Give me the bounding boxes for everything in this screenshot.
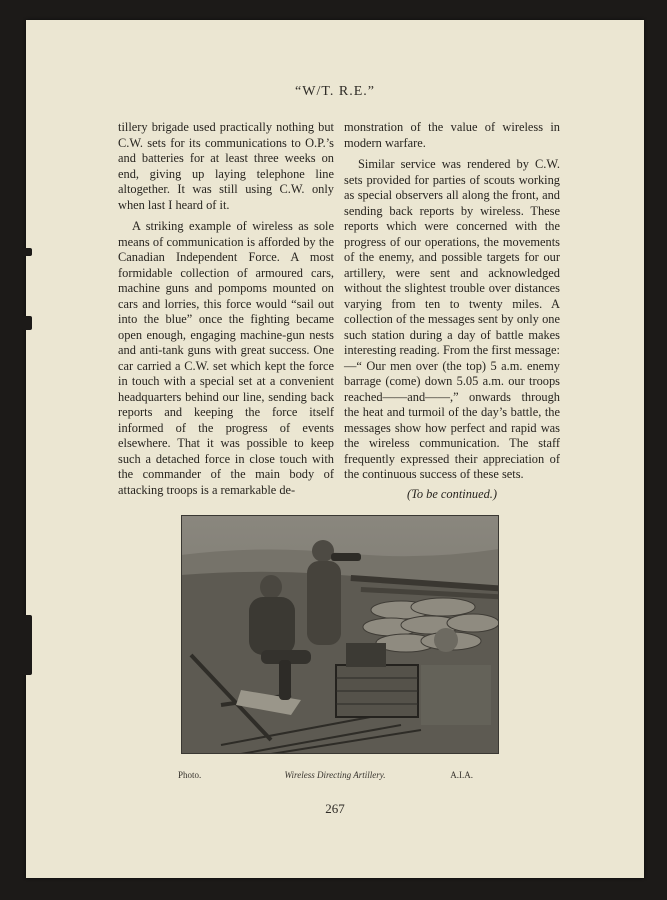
right-column — [344, 120, 560, 502]
page-number: 267 — [325, 801, 345, 816]
left-paragraph-1: tillery brigade used practically nothing but C.W. sets for its communications to O.P.’s and batteries for at least three weeks on end, giving up laying telephone line altogether. It was still using C.W. only when last I heard of it. — [118, 120, 334, 212]
left-paragraph-2: A striking example of wireless as sole means of communication is afforded by the Canadian Independent Force. A most formidable collection of armoured cars, machine guns and pompoms mounted on cars and lorries, this force would “sail out into the blue” once the fighting became open enough, engaging machine-gun nests and anti-tank guns with great success. One car carried a C.W. set which kept the force in touch with a special set at a convenient headquarters behind our line, sending back reports and keeping the force itself informed of the progress of events elsewhere. That it was possible to keep such a detached force in close touch with the commander of the main body of attacking troops is a remarkable de- — [118, 219, 334, 497]
binding-hole — [22, 615, 32, 675]
right-paragraph-2: Similar service was rendered by C.W. sets provided for parties of scouts working as special observers all along the front, and sending back reports by wireless. These reports which were concerned with the progress of our operations, the movements of the enemy, and possible targets for our artillery, were sent and acknowledged without the slightest trouble over distances varying from ten to twenty miles. A collection of the messages sent by only one such station during a day of battle makes interesting reading. From the first message:—“ Our men over (the top) 5 a.m. enemy barrage (come) down 5.05 a.m. our troops reached——and——,” onwards through the heat and turmoil of the day’s battle, the messages show how perfect and rapid was the wireless communication. The staff frequently expressed their appreciation of the continuous success of these sets. — [344, 157, 560, 481]
running-header: “W/T. R.E.” — [295, 84, 375, 99]
document-page — [26, 20, 644, 878]
photo-credit-agency: A.I.A. — [450, 770, 473, 780]
photo-caption: Wireless Directing Artillery. — [284, 770, 386, 780]
to-be-continued: (To be continued.) — [406, 486, 498, 501]
binding-hole — [22, 316, 32, 330]
photo-credit-label: Photo. — [178, 770, 202, 780]
photo-illustration — [181, 515, 499, 754]
photo-wireless-artillery — [181, 515, 499, 754]
right-paragraph-1: monstration of the value of wireless in modern warfare. — [344, 120, 560, 150]
binding-hole — [22, 248, 32, 256]
left-column — [118, 120, 334, 498]
